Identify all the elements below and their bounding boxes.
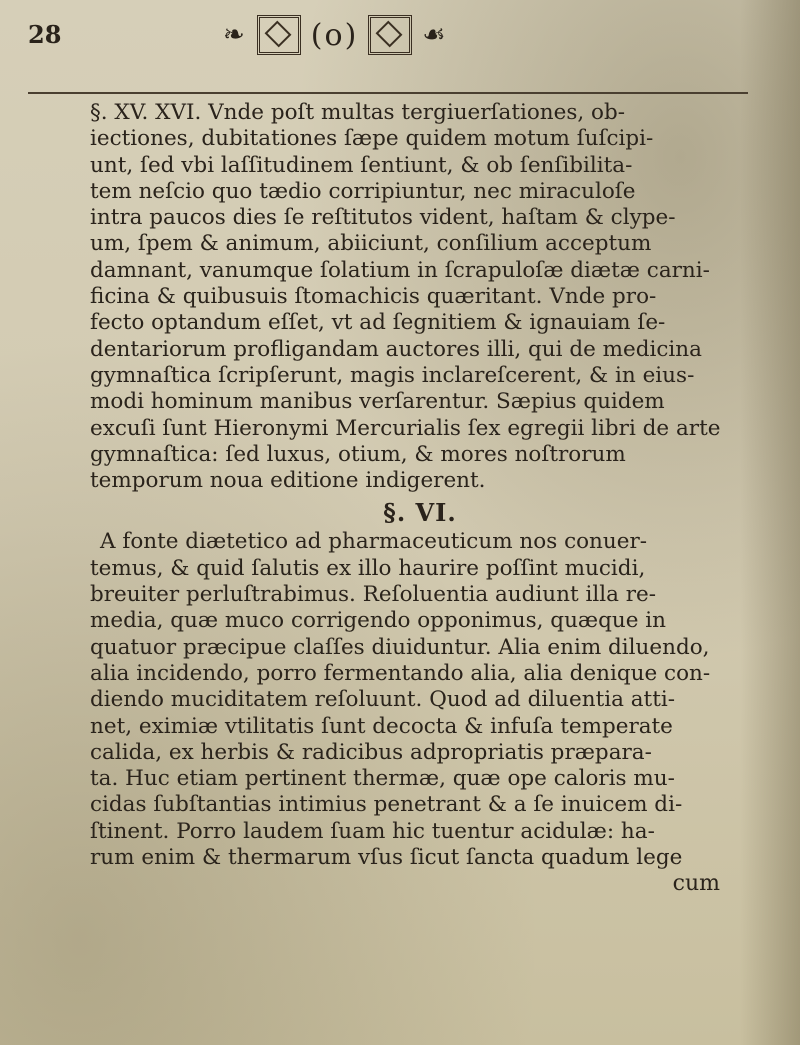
text-line: dentariorum profligandam auctores illi, qui de medicina — [90, 336, 702, 362]
text-line: temporum noua editione indigerent. — [90, 468, 486, 494]
body-text — [90, 100, 750, 898]
section-vi-paragraph — [90, 529, 750, 897]
text-line: cidas ſubſtantias intimius penetrant & a ſe inuicem di- — [90, 792, 683, 818]
text-line: calida, ex herbis & radicibus adpropriatis præpara- — [90, 739, 652, 765]
ornament-left: ❧ — [223, 20, 247, 50]
text-line: damnant, vanumque ſolatium in ſcrapuloſæ diætæ carni- — [90, 257, 710, 283]
catchword: cum — [672, 871, 720, 897]
header-ornament — [223, 10, 448, 60]
section-xv-paragraph — [90, 100, 750, 494]
text-line: intra paucos dies ſe reſtitutos vident, haſtam & clype- — [90, 205, 676, 231]
text-line: temus, & quid ſalutis ex illo haurire poſſint mucidi, — [90, 555, 646, 581]
text-line: fecto optandum eſſet, vt ad ſegnitiem & ignauiam ſe- — [90, 310, 666, 336]
header-rule — [28, 92, 748, 94]
text-line: um, ſpem & animum, abiiciunt, conſilium acceptum — [90, 231, 652, 257]
text-line: media, quæ muco corrigendo opponimus, quæque in — [90, 608, 667, 634]
text-line: ſtinent. Porro laudem ſuam hic tuentur acidulæ: ha- — [90, 818, 655, 844]
text-line: iectiones, dubitationes ſæpe quidem motum ſuſcipi- — [90, 126, 654, 152]
page-header — [28, 10, 748, 70]
text-line: breuiter perluſtrabimus. Reſoluentia audiunt illa re- — [90, 582, 657, 608]
text-line: alia incidendo, porro fermentando alia, alia denique con- — [90, 660, 711, 686]
text-line: excuſi ſunt Hieronymi Mercurialis ſex egregii libri de arte — [90, 415, 721, 441]
text-line: net, eximiæ vtilitatis ſunt decocta & infuſa temperate — [90, 713, 673, 739]
text-line: rum enim & thermarum vſus ſicut ſancta quadum lege — [90, 845, 683, 871]
text-line: tem neſcio quo tædio corripiuntur, nec miraculoſe — [90, 178, 636, 204]
section-heading: §. VI. — [383, 498, 457, 528]
text-line: §. XV. XVI. Vnde poſt multas tergiuerſationes, ob- — [90, 100, 626, 125]
text-line: A fonte diætetico ad pharmaceuticum nos conuer- — [100, 529, 648, 555]
ornament-right: ☙ — [422, 20, 448, 50]
page-number: 28 — [28, 20, 62, 49]
text-line: ta. Huc etiam pertinent thermæ, quæ ope caloris mu- — [90, 766, 675, 792]
text-line: unt, ſed vbi laſſitudinem ſentiunt, & ob ſenſibilita- — [90, 152, 633, 178]
ornament-block-right-icon — [368, 15, 412, 55]
text-line: gymnaſtica ſcripſerunt, magis inclareſcerent, & in eius- — [90, 362, 695, 388]
ornament-center: (o) — [310, 17, 359, 53]
text-line: modi hominum manibus verſarentur. Sæpius quidem — [90, 389, 665, 415]
text-line: quatuor præcipue claſſes diuiduntur. Alia enim diluendo, — [90, 634, 710, 660]
text-line: gymnaſtica: ſed luxus, otium, & mores noſtrorum — [90, 441, 626, 467]
text-line: diendo muciditatem reſoluunt. Quod ad diluentia atti- — [90, 687, 675, 713]
ornament-block-left-icon — [257, 15, 301, 55]
text-line: ficina & quibusuis ſtomachicis quæritant. Vnde pro- — [90, 284, 657, 310]
